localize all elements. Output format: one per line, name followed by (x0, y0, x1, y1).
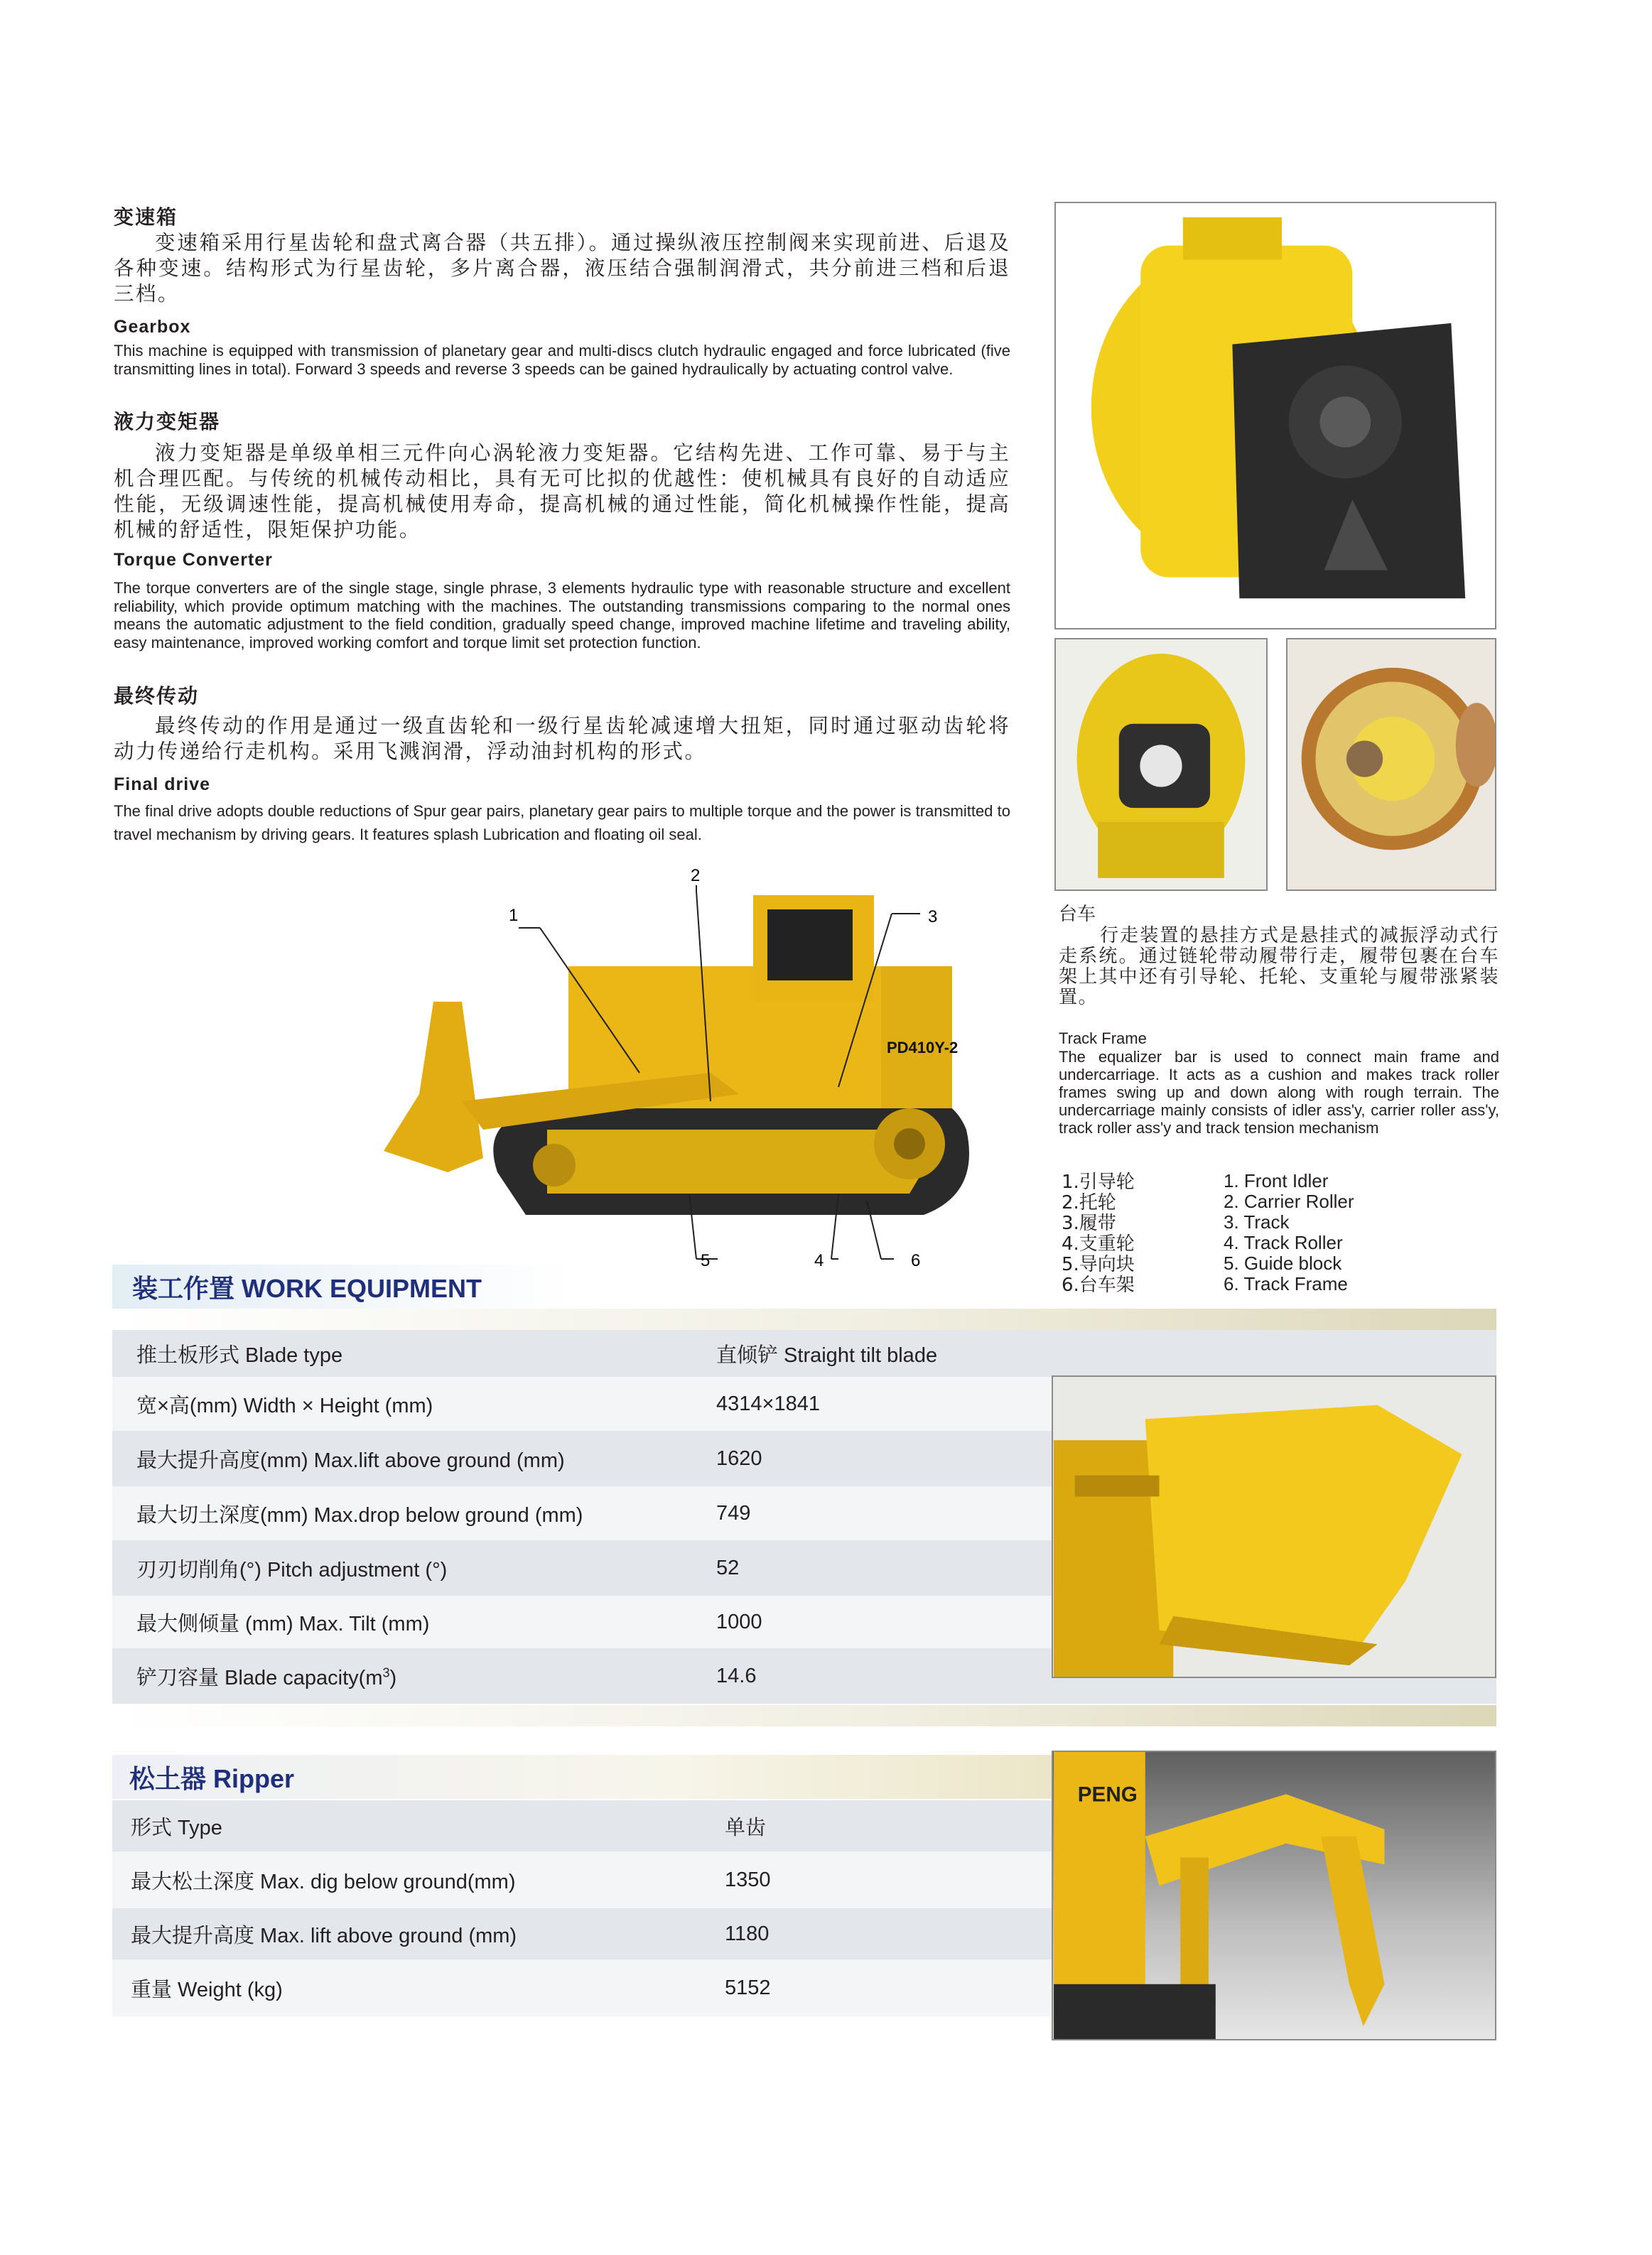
spec-value: 1620 (716, 1446, 762, 1470)
spec-value: 1000 (716, 1610, 762, 1633)
spec-value: 1350 (725, 1868, 771, 1891)
final-drive-body-en: The final drive adopts double reductions of Spur gear pairs, planetary gear pairs to multiple torque and the power is transmitted to travel mechanism by driving gears. It features splash Lubrication and floating oil seal. (114, 802, 1010, 843)
legend-item-en: 4. Track Roller (1224, 1232, 1343, 1253)
legend-item-cn: 3.履带 (1062, 1213, 1116, 1234)
callout-3: 3 (928, 907, 938, 926)
spec-label: 最大提升高度(mm) Max.lift above ground (mm) (136, 1449, 565, 1472)
work-equipment-top-band (112, 1309, 1496, 1330)
legend-item-cn: 5.导向块 (1062, 1254, 1135, 1275)
legend-item-cn: 4.支重轮 (1062, 1233, 1135, 1255)
model-label: PD410Y-2 (887, 1039, 959, 1056)
spec-value: 5152 (725, 1976, 771, 1999)
gearbox-photo (1054, 202, 1496, 629)
legend-en (1224, 1171, 1479, 1294)
legend-item-cn: 6.台车架 (1062, 1275, 1135, 1296)
spec-label: 最大切土深度(mm) Max.drop below ground (mm) (136, 1503, 583, 1527)
table-row (112, 1851, 1052, 1908)
callout-5: 5 (701, 1251, 711, 1270)
gearbox-section (114, 202, 1010, 378)
table-row (112, 1540, 1052, 1596)
blade-photo (1052, 1375, 1496, 1678)
work-equipment-bottom-band (112, 1705, 1496, 1726)
spec-label: 形式 Type (131, 1816, 222, 1839)
gearbox-title-en: Gearbox (114, 317, 191, 337)
callout-2: 2 (691, 866, 701, 885)
spec-label: 最大松土深度 Max. dig below ground(mm) (131, 1870, 516, 1893)
converter-title-en: Torque Converter (114, 550, 273, 570)
legend-item-en: 6. Track Frame (1224, 1273, 1348, 1294)
spec-label: 最大侧倾量 (mm) Max. Tilt (mm) (136, 1612, 430, 1635)
ripper-photo-brand: PENG (1077, 1783, 1138, 1807)
spec-value: 1180 (725, 1922, 770, 1945)
gearbox-title-cn: 变速箱 (114, 205, 178, 229)
final-drive-title-en: Final drive (114, 774, 211, 794)
legend-item-en: 3. Track (1224, 1211, 1290, 1233)
spec-label-sup: 3 (382, 1665, 390, 1680)
legend-cn (1062, 1172, 1204, 1296)
track-frame-title-en: Track Frame (1059, 1029, 1147, 1047)
track-frame-body-cn: 行走装置的悬挂方式是悬挂式的减振浮动式行走系统。通过链轮带动履带行走，履带包裹在台车架上其中还有引导轮、托轮、支重轮与履带涨紧装置。 (1059, 925, 1499, 1008)
spec-value: 4314×1841 (716, 1392, 820, 1415)
legend-item-en: 5. Guide block (1224, 1253, 1342, 1274)
converter-section (114, 406, 1010, 651)
spec-label: 最大提升高度 Max. lift above ground (mm) (131, 1924, 517, 1947)
final-drive-body-cn: 最终传动的作用是通过一级直齿轮和一级行星齿轮减速增大扭矩，同时通过驱动齿轮将动力传递给行走机构。采用飞溅润滑，浮动油封机构的形式。 (114, 714, 1010, 763)
legend-item-cn: 1.引导轮 (1062, 1172, 1135, 1193)
gearbox-body-cn: 变速箱采用行星齿轮和盘式离合器（共五排）。通过操纵液压控制阀来实现前进、后退及各种变速。结构形式为行星齿轮，多片离合器，液压结合强制润滑式，共分前进三档和后退三档。 (114, 231, 1010, 305)
track-frame-section (1059, 899, 1499, 1137)
spec-label: 重量 Weight (kg) (131, 1978, 283, 2001)
spec-label: 推土板形式 Blade type (136, 1343, 343, 1367)
bulldozer-diagram (341, 860, 1009, 1272)
ripper-table (112, 1800, 1052, 2016)
ripper-title: 松土器 Ripper (129, 1763, 295, 1793)
converter-title-cn: 液力变矩器 (114, 410, 221, 433)
table-row (112, 1800, 1052, 1851)
track-frame-title-cn: 台车 (1059, 904, 1096, 925)
spec-label-text: 铲刀容量 Blade capacity(m (136, 1666, 383, 1689)
spec-value: 52 (716, 1556, 740, 1579)
spec-value: 单齿 (725, 1816, 767, 1839)
ripper-header (112, 1755, 1052, 1799)
callout-1: 1 (509, 906, 519, 925)
table-row (112, 1596, 1052, 1648)
table-row (112, 1959, 1052, 2016)
table-row (112, 1908, 1052, 1959)
converter-body-en: The torque converters are of the single stage, single phrase, 3 elements hydraulic type with reasonable structure and excellent reliability, which provide optimum matching with the machines. The outstanding transmissions comparing to the normal ones means the automatic adjustment to the field condition, gradually speed change, improved machine lifetime and traveling ability, easy maintenance, improved working comfort and torque limit set protection function. (114, 579, 1010, 651)
final-drive-title-cn: 最终传动 (114, 684, 200, 708)
spec-value: 749 (716, 1501, 751, 1525)
spec-label-end: ) (389, 1666, 397, 1689)
final-drive-photo (1286, 638, 1496, 891)
table-row (112, 1330, 1496, 1377)
table-row (112, 1486, 1052, 1540)
table-row (112, 1377, 1052, 1431)
spec-label: 刃刃切削角(°) Pitch adjustment (°) (136, 1558, 448, 1581)
callout-6: 6 (911, 1251, 921, 1270)
work-equipment-title: 装工作置 WORK EQUIPMENT (132, 1273, 482, 1303)
spec-label (112, 1662, 709, 1691)
table-row (112, 1431, 1052, 1486)
callout-4: 4 (814, 1251, 824, 1270)
spec-value: 直倾铲 Straight tilt blade (716, 1343, 938, 1367)
track-frame-body-en: The equalizer bar is used to connect main frame and undercarriage. It acts as a cushion and makes track roller frames swing up and down along with rough terrain. The undercarriage mainly consists of idler ass'y, carrier roller ass'y, track roller ass'y and track tension mechanism (1059, 1048, 1499, 1137)
legend-item-en: 2. Carrier Roller (1224, 1191, 1354, 1212)
legend-item-en: 1. Front Idler (1224, 1170, 1329, 1191)
converter-body-cn: 液力变矩器是单级单相三元件向心涡轮液力变矩器。它结构先进、工作可靠、易于与主机合理匹配。与传统的机械传动相比，具有无可比拟的优越性：使机械具有良好的自动适应性能，无级调速性能，提高机械使用寿命，提高机械的通过性能，简化机械操作性能，提高机械的舒适性，限矩保护功能。 (114, 441, 1010, 541)
converter-photo (1054, 638, 1268, 891)
legend-item-cn: 2.托轮 (1062, 1192, 1116, 1213)
gearbox-body-en: This machine is equipped with transmission of planetary gear and multi-discs clutch hydraulic engaged and force lubricated (five transmitting lines in total). Forward 3 speeds and reverse 3 speeds can be gained hydraulically by actuating control valve. (114, 342, 1010, 378)
ripper-photo (1052, 1751, 1496, 2040)
spec-label: 宽×高(mm) Width × Height (mm) (136, 1394, 433, 1417)
work-equipment-header (112, 1265, 574, 1309)
spec-value: 14.6 (716, 1664, 757, 1687)
final-drive-section (114, 681, 1010, 846)
